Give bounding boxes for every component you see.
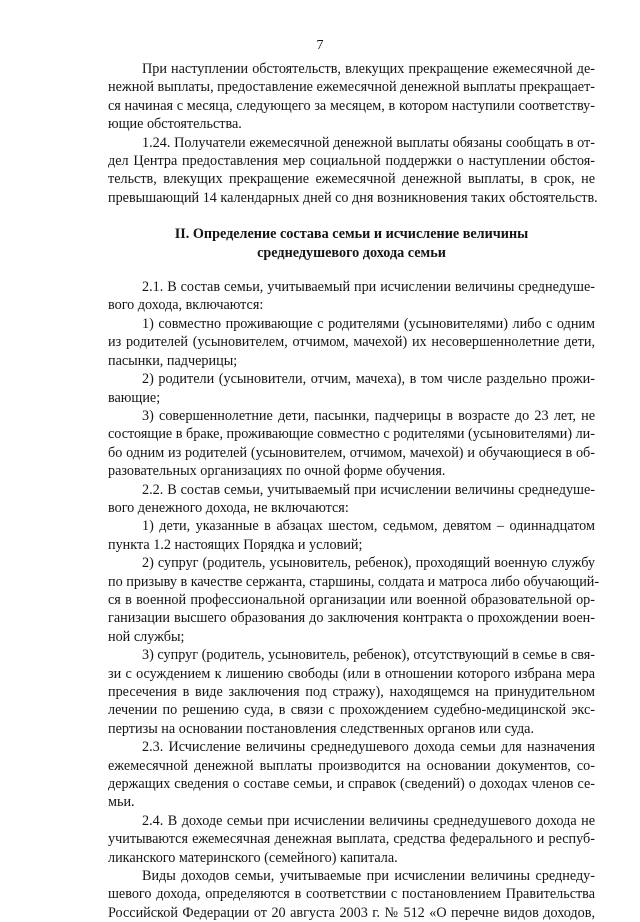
text-line: ежемесячной денежной выплаты производится на основании документов, со- [108,757,595,774]
text-line: 2) супруг (родитель, усыновитель, ребенок), проходящий военную службу [142,555,595,572]
text-line: 1.24. Получатели ежемесячной денежной выплаты обязаны сообщать в от- [142,134,595,151]
text-line: ной службы; [108,628,185,645]
list-item-2-2-3 [108,646,595,738]
text-line: Российской Федерации от 20 августа 2003 г. № 512 «О перечне видов доходов, [108,904,595,921]
text-line: Виды доходов семьи, учитываемые при исчислении величины среднеду- [142,868,595,885]
text-line: превышающий 14 календарных дней со дня возникновения таких обстоятельств. [108,189,598,206]
text-line: 3) супруг (родитель, усыновитель, ребенок), отсутствующий в семье в свя- [142,647,595,664]
heading-line: II. Определение состава семьи и исчисление величины [174,226,529,243]
text-line: бо одним из родителей (усыновителем, отчимом, мачехой) и обучающиеся в об- [108,444,595,461]
text-line: 2.3. Исчисление величины среднедушевого дохода семьи для назначения [142,739,595,756]
text-line: нежной выплаты, предоставление ежемесячной денежной выплаты прекращает- [108,79,596,96]
text-line: пертизы на основании постановления следственных органов или суда. [108,720,535,737]
text-line: 3) совершеннолетние дети, пасынки, падчерицы в возрасте до 23 лет, не [142,407,595,424]
text-line: При наступлении обстоятельств, влекущих прекращение ежемесячной де- [142,61,595,77]
text-line: 2.4. В доходе семьи при исчислении величины среднедушевого дохода не [142,812,595,829]
text-line: мьи. [108,794,135,811]
text-line: по призыву в качестве сержанта, старшины, солдата и матроса либо обучающий- [108,573,600,590]
paragraph-2-2 [108,481,595,518]
paragraph-income-types [108,867,595,922]
text-line: состоящие в браке, проживающие совместно с родителями (усыновителями) ли- [108,426,595,443]
text-line: шевого дохода, определяются в соответствии с постановлением Правительства [108,886,595,903]
text-line: разовательных организациях по очной форме обучения. [108,463,446,480]
text-line: вающие; [108,389,161,406]
list-item-2-1-2 [108,370,595,407]
text-line: ся в военной профессиональной организации или военной образовательной ор- [108,591,595,608]
paragraph-1-24 [108,134,598,208]
text-line: учитываются ежемесячная денежная выплата, средства федерального и респуб- [108,831,595,848]
list-item-2-1-3 [108,407,595,481]
text-line: пресечения в виде заключения под стражу), находящемся на принудительном [108,684,595,700]
section-heading [108,225,595,262]
paragraph-2-4 [108,812,595,867]
text-line: ликанского материнского (семейного) капитала. [108,849,398,866]
page-number: 7 [316,38,324,53]
text-line: ся начиная с месяца, следующего за месяцем, в котором наступили соответству- [108,97,595,114]
text-line: лечении по решению суда, в связи с прохождением судебно-медицинской экс- [108,702,595,719]
text-line: 1) дети, указанные в абзацах шестом, седьмом, девятом – одиннадцатом [142,518,595,535]
text-line: тельств, влекущих прекращение ежемесячной денежной выплаты, в срок, не [108,171,595,188]
text-line: вого денежного дохода, не включаются: [108,499,349,516]
text-line: 2.1. В состав семьи, учитываемый при исчислении величины среднедуше- [142,279,595,296]
text-line: ганизации высшего образования до заключения контракта о прохождении воен- [108,610,595,627]
text-line: ющие обстоятельства. [108,116,242,133]
text-line: из родителей (усыновителем, отчимом, мачехой) их несовершеннолетние дети, [108,334,595,351]
text-line: пасынки, падчерицы; [108,352,238,369]
text-line: зи с осуждением к лишению свободы (или в отношении которого избрана мера [108,665,595,682]
list-item-2-1-1 [108,315,595,370]
list-item-2-2-2 [108,554,600,646]
paragraph-2-3 [108,738,595,812]
paragraph-2-1 [108,278,595,315]
text-line: держащих сведения о составе семьи, и справок (сведений) о доходах членов се- [108,776,595,793]
text-line: дел Центра предоставления мер социальной поддержки о наступлении обстоя- [108,153,595,170]
text-line: 2) родители (усыновители, отчим, мачеха), в том числе раздельно прожи- [142,371,595,388]
list-item-2-2-1 [108,517,595,554]
heading-line: среднедушевого дохода семьи [257,244,446,261]
paragraph-termination [108,60,595,134]
text-line: 2.2. В состав семьи, учитываемый при исчислении величины среднедуше- [142,481,595,498]
text-line: 1) совместно проживающие с родителями (усыновителями) либо с одним [142,315,595,332]
text-line: пункта 1.2 настоящих Порядка и условий; [108,536,363,553]
document-body [108,60,600,922]
text-line: вого дохода, включаются: [108,297,264,314]
